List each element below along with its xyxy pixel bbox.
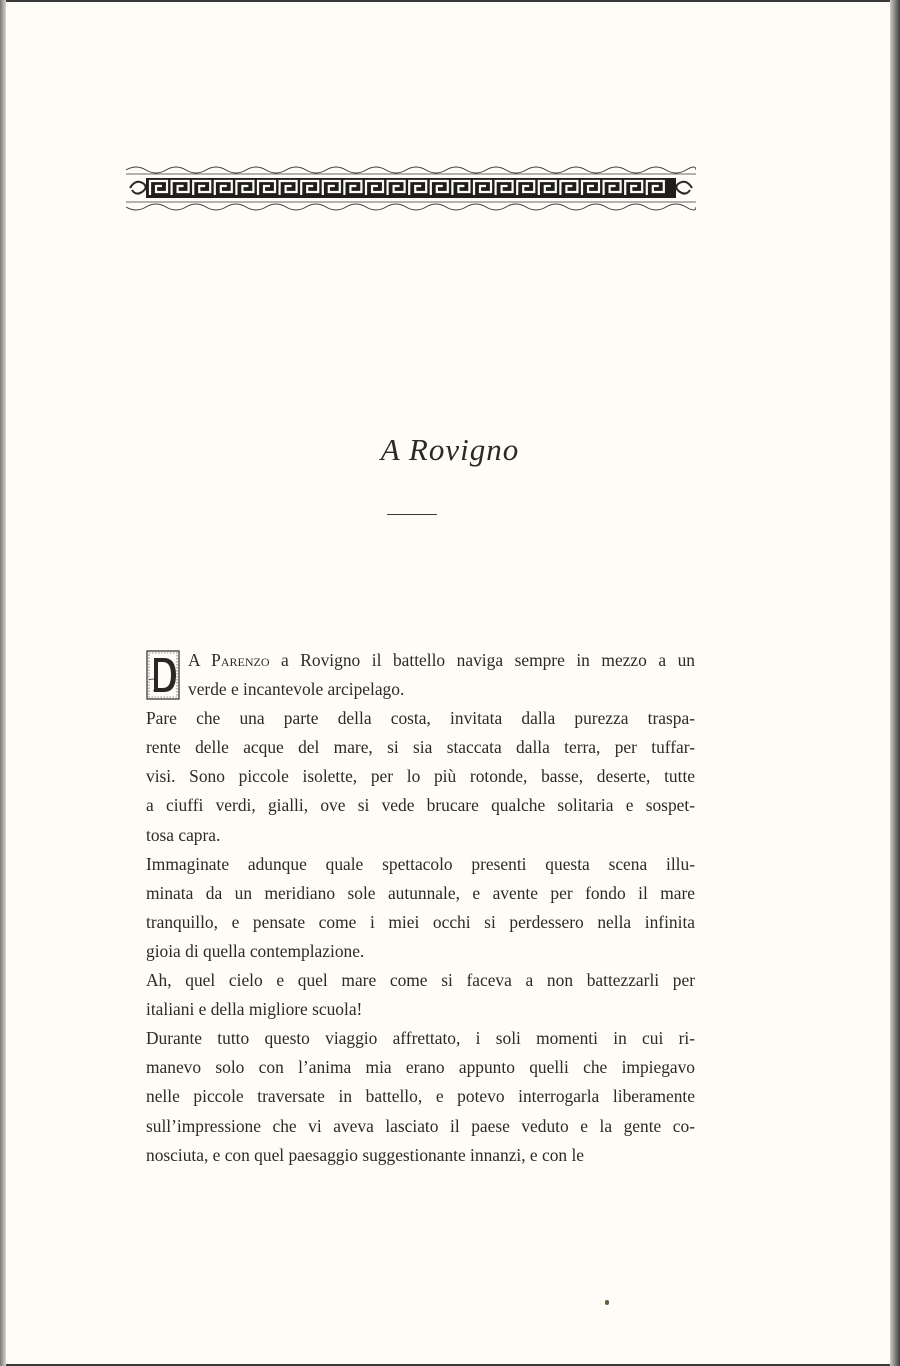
text-line: Durante tutto questo viaggio affrettato, i soli momenti in cui ri- [146,1028,695,1049]
paragraph [146,850,695,966]
paragraph [146,646,695,704]
paragraph [146,704,695,849]
page-speck [605,1300,609,1305]
text-line: visi. Sono piccole isolette, per lo più rotonde, basse, deserte, tutte [146,766,695,787]
text-line: verde e incantevole arcipelago. [188,679,405,700]
page-edge-left [0,0,6,1366]
paragraph [146,966,695,1024]
small-caps-word: Parenzo [211,650,270,670]
text-line: minata da un meridiano sole autunnale, e avente per fondo il mare [146,882,695,903]
text-line: italiani e della migliore scuola! [146,999,363,1020]
text-line: Immaginate adunque quale spettacolo presenti questa scena illu- [146,853,695,874]
text-line: gioia di quella contemplazione. [146,940,365,961]
greek-key-ornament [126,160,696,216]
text-line: tranquillo, e pensate come i miei occhi si perdessero nella infinita [146,911,695,932]
text-line: manevo solo con l’anima mia erano appunto quelli che impiegavo [146,1057,695,1078]
chapter-title: A Rovigno [380,432,520,467]
text-line: a ciuffi verdi, gialli, ove si vede brucare qualche solitaria e sospet- [146,795,695,816]
text-line: rente delle acque del mare, si sia staccata dalla terra, per tuffar- [146,737,695,758]
paragraph [146,1024,695,1169]
text-line: Pare che una parte della costa, invitata dalla purezza traspa- [146,708,695,729]
body-text [146,646,695,1170]
text-line: tosa capra. [146,824,221,845]
line-rest: a Rovigno il battello naviga sempre in mezzo a un [269,650,695,670]
title-rule [387,514,437,515]
text-line [146,646,695,675]
line-lead: A [188,650,212,670]
text-line: Ah, quel cielo e quel mare come si faceva a non battezzarli per [146,970,695,991]
text-line: sull’impressione che vi aveva lasciato il paese veduto e la gente co- [146,1115,695,1136]
text-line: nelle piccole traversate in battello, e potevo interrogarla liberamente [146,1086,695,1107]
text-line: nosciuta, e con quel paesaggio suggestionante innanzi, e con le [146,1144,585,1165]
page-edge-right [890,0,900,1366]
dropcap-D-illuminated [146,650,180,700]
